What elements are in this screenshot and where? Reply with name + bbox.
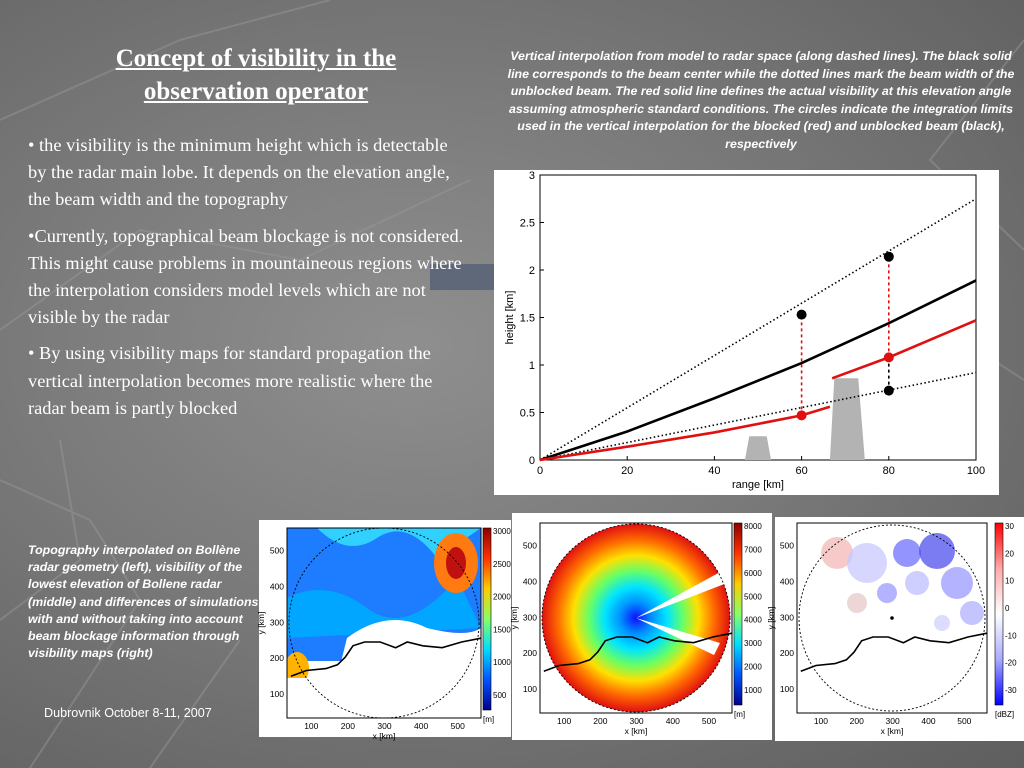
visibility-map-panel	[509, 513, 772, 740]
colorbar-tick-label: -10	[1005, 631, 1017, 641]
difference-patch	[905, 571, 929, 595]
colorbar-tick-label: 2500	[493, 559, 511, 569]
integration-limit-marker	[797, 410, 807, 420]
difference-patch	[847, 543, 887, 583]
integration-limit-marker	[884, 352, 894, 362]
y-tick-label: 300	[522, 612, 537, 623]
beam-line	[540, 280, 976, 460]
integration-limit-marker	[884, 386, 894, 396]
y-tick-label: 200	[269, 653, 284, 664]
bullet-item: • By using visibility maps for standard propagation the vertical interpolation becomes more realistic where the radar beam is partly blocked	[28, 343, 433, 418]
x-tick-label: 80	[882, 465, 895, 477]
visibility-line-chart	[494, 170, 999, 495]
map-field	[542, 524, 730, 712]
y-tick-label: 2	[528, 265, 535, 277]
x-tick-label: 200	[849, 716, 864, 726]
y-tick-label: 3	[528, 170, 535, 182]
topography-block	[745, 436, 771, 460]
x-tick-label: 500	[957, 716, 972, 726]
y-axis-label: height [km]	[504, 290, 516, 345]
beam-edge-line	[540, 199, 976, 460]
slide-title: Concept of visibility in the observation operator	[115, 45, 397, 105]
colorbar-tick-label: 7000	[744, 545, 762, 555]
colorbar-tick-label: 1000	[744, 686, 762, 695]
colorbar-unit: [m]	[734, 710, 746, 719]
x-tick-label: 60	[795, 465, 808, 477]
colorbar-tick-label: 500	[493, 691, 507, 700]
colorbar-tick-label: 2000	[744, 662, 762, 672]
y-tick-label: 100	[269, 689, 284, 700]
colorbar	[995, 523, 1003, 705]
x-tick-label: 20	[621, 465, 634, 477]
y-axis-label: y [km]	[509, 606, 519, 630]
colorbar-tick-label: -30	[1005, 686, 1017, 695]
x-tick-label: 100	[557, 716, 572, 726]
x-tick-label: 500	[701, 716, 717, 726]
y-tick-label: 200	[779, 648, 794, 659]
x-axis-label: range [km]	[732, 479, 784, 491]
colorbar-unit: [dBZ]	[995, 710, 1015, 719]
y-axis-label: y [km]	[766, 606, 776, 630]
y-tick-label: 500	[779, 540, 794, 551]
y-tick-label: 1.5	[519, 312, 535, 325]
x-tick-label: 40	[708, 465, 721, 477]
y-tick-label: 200	[522, 648, 537, 659]
y-tick-label: 100	[779, 684, 794, 695]
colorbar-tick-label: -20	[1005, 658, 1017, 668]
topography-map-panel	[256, 520, 511, 741]
difference-patch	[934, 615, 950, 631]
colorbar-tick-label: 10	[1005, 576, 1014, 586]
colorbar-tick-label: 3000	[493, 527, 511, 536]
bullet-list	[28, 132, 468, 431]
x-tick-label: 300	[629, 716, 644, 726]
x-tick-label: 100	[813, 716, 829, 726]
integration-limit-marker	[797, 310, 807, 320]
beam-line	[832, 320, 976, 378]
x-axis-label: x [km]	[880, 726, 904, 736]
map-field	[797, 523, 987, 713]
y-tick-label: 400	[522, 576, 537, 587]
x-tick-label: 0	[536, 465, 544, 477]
x-axis-label: x [km]	[624, 726, 648, 736]
maps-caption: Topography interpolated on Bollène radar geometry (left), visibility of the lowest elevation of Bollene radar (middle) and differences of simulations with and without taking into account beam blockage information through visibility maps (right)	[28, 543, 259, 661]
colorbar-tick-label: 30	[1005, 522, 1014, 531]
colorbar-tick-label: 1500	[493, 625, 511, 635]
x-tick-label: 400	[921, 716, 936, 726]
y-tick-label: 0	[528, 455, 535, 467]
x-tick-label: 200	[340, 721, 355, 731]
integration-limit-marker	[884, 252, 894, 262]
colorbar	[734, 523, 742, 705]
y-tick-label: 500	[269, 545, 284, 556]
y-tick-label: 500	[522, 540, 537, 551]
y-tick-label: 100	[522, 684, 537, 695]
y-tick-label: 2.5	[519, 217, 535, 230]
visibility-chart-panel	[494, 170, 999, 495]
colorbar-tick-label: 4000	[744, 615, 762, 625]
colorbar-unit: [m]	[483, 715, 495, 724]
colorbar	[483, 528, 491, 710]
x-tick-label: 100	[304, 721, 319, 731]
colorbar-tick-label: 5000	[744, 592, 762, 602]
colorbar-tick-label: 3000	[744, 639, 762, 649]
colorbar-tick-label: 0	[1005, 604, 1010, 613]
y-tick-label: 300	[779, 612, 794, 623]
chart-caption: Vertical interpolation from model to radar space (along dashed lines). The black solid line corresponds to the beam center while the dotted lines mark the beam width of the unblocked beam. The red solid line defines the actual visibility at this elevation angle assuming atmospheric standard conditions. The circles indicate the integration limits used in the vertical interpolation for the blocked (red) and unblocked beam (black), respectively	[507, 49, 1015, 151]
difference-patch	[941, 567, 973, 599]
difference-patch	[919, 533, 955, 569]
x-tick-label: 300	[885, 716, 900, 726]
bullet-item: • the visibility is the minimum height which is detectable by the radar main lobe. It depends on the elevation angle, the beam width and the topography	[28, 135, 450, 210]
difference-patch	[960, 601, 984, 625]
y-tick-label: 1	[528, 360, 535, 372]
difference-patch	[847, 593, 867, 613]
y-tick-label: 400	[269, 581, 284, 592]
radar-location	[890, 616, 894, 620]
topography-map	[256, 520, 511, 741]
x-axis-label: x [km]	[372, 731, 396, 741]
x-tick-label: 100	[966, 465, 986, 477]
difference-map-panel	[766, 517, 1024, 741]
x-tick-label: 400	[665, 716, 680, 726]
y-tick-label: 300	[269, 617, 284, 628]
colorbar-tick-label: 1000	[493, 658, 511, 668]
plot-frame	[540, 175, 976, 460]
difference-map	[766, 517, 1024, 741]
x-tick-label: 400	[414, 721, 429, 731]
y-tick-label: 0.5	[519, 407, 535, 420]
colorbar-tick-label: 20	[1005, 549, 1014, 559]
y-axis-label: y [km]	[256, 611, 266, 635]
colorbar-tick-label: 8000	[744, 522, 762, 531]
visibility-map	[509, 513, 772, 740]
bullet-item: •Currently, topographical beam blockage is not considered. This might cause problems in mountaineous regions where the interpolation considers model levels which are not visible by the radar	[28, 225, 464, 328]
footer-text: Dubrovnik October 8-11, 2007	[44, 706, 212, 720]
difference-patch	[893, 539, 921, 567]
x-tick-label: 200	[593, 716, 608, 726]
colorbar-tick-label: 2000	[493, 592, 511, 602]
difference-patch	[877, 583, 897, 603]
x-tick-label: 300	[377, 721, 392, 731]
colorbar-tick-label: 6000	[744, 568, 762, 578]
x-tick-label: 500	[450, 721, 465, 731]
topography-block	[830, 378, 865, 460]
y-tick-label: 400	[779, 576, 794, 587]
